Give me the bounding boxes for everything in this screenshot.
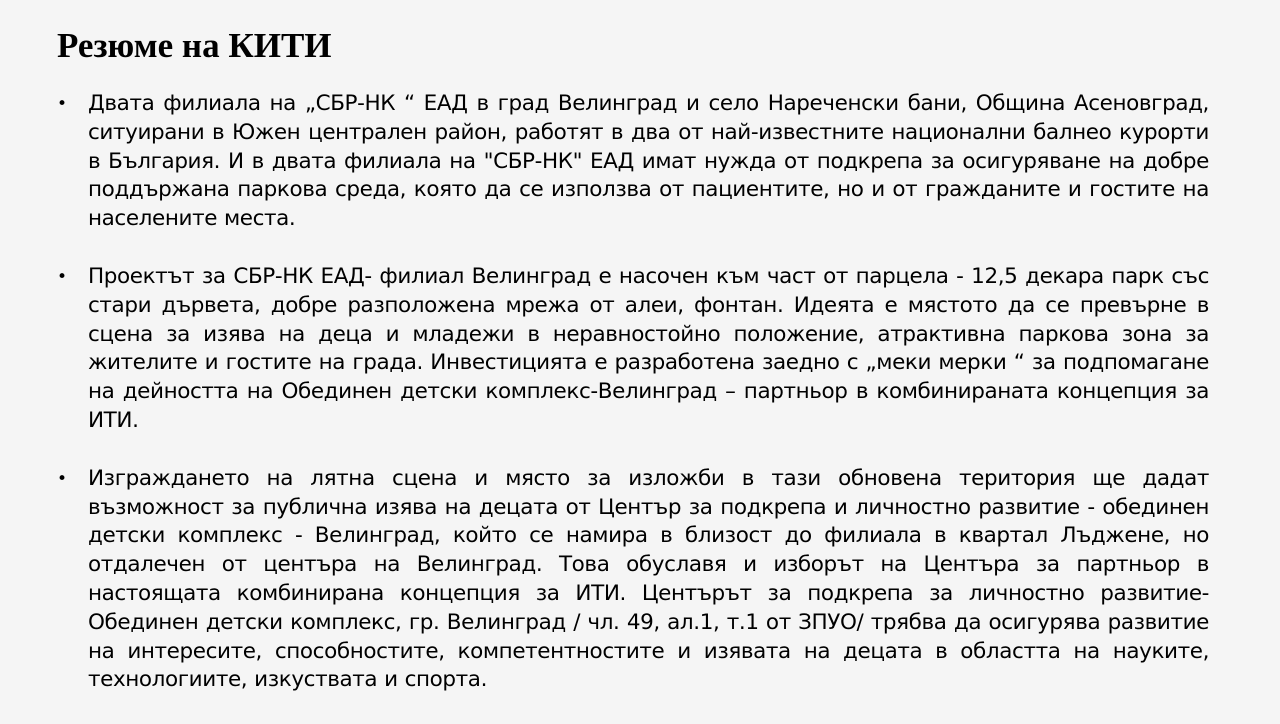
bullet-item [57,263,1209,436]
bullet-text: Двата филиала на „СБР-НК “ ЕАД в град Велинград и село Нареченски бани, Община Асеновград, ситуирани в Южен централен район, работят в два от най-известните национални балнео курорти в България. И в двата филиала на "СБР-НК" ЕАД имат нужда от подкрепа за осигуряване на добре поддържана паркова среда, която да се използва от пациентите, но и от гражданите и гостите на населените места. [88,91,1209,232]
slide-title: Резюме на КИТИ [57,26,332,65]
bullet-item [57,90,1209,234]
bullet-marker: • [57,94,68,114]
bullet-text: Проектът за СБР-НК ЕАД- филиал Велинград е насочен към част от парцела - 12,5 декара парк със стари дървета, добре разположена мрежа от алеи, фонтан. Идеята е мястото да се превърне в сцена за изява на деца и младежи в неравностойно положение, атрактивна паркова зона за жителите и гостите на града. Инвестицията е разработена заедно с „меки мерки “ за подпомагане на дейността на Обединен детски комплекс-Велинград – партньор в комбинираната концепция за ИТИ. [88,263,1209,433]
bullet-list [57,90,1209,724]
bullet-item [57,465,1209,695]
bullet-text: Изграждането на лятна сцена и място за изложби в тази обновена територия ще дадат възможност за публична изява на децата от Център за подкрепа и личностно развитие - обединен детски комплекс - Велинград, който се намира в близост до филиала в квартал Лъджене, но отдалечен от центъра на Велинград. Това обуславя и изборът на Центъра за партньор в настоящата комбинирана концепция за ИТИ. Центърът за подкрепа за личностно развитие-Обединен детски комплекс, гр. Велинград / чл. 49, ал.1, т.1 от ЗПУО/ трябва да осигурява развитие на интересите, способностите, компетентностите и изявата на децата в областта на науките, технологиите, изкуствата и спорта. [88,465,1209,693]
bullet-marker: • [57,266,68,287]
bullet-marker: • [57,468,68,489]
